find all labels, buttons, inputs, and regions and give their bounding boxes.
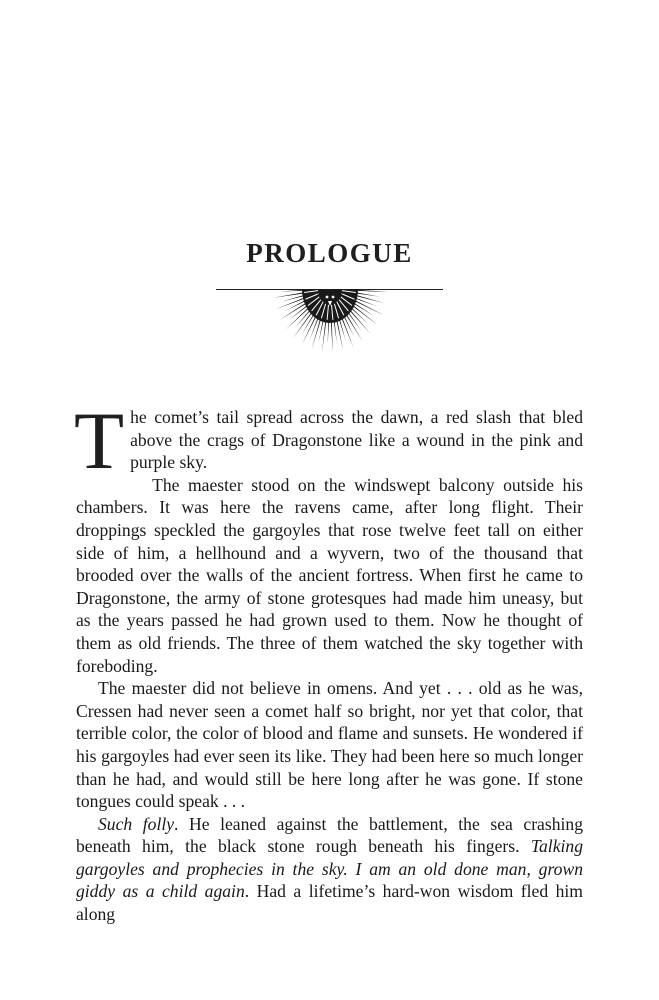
chapter-title: PROLOGUE [246,238,413,268]
drop-cap: T [74,395,125,486]
paragraph-4-text-b: . Had a lifetime’s hard-won wisdom fled him along [76,881,583,925]
paragraph-4-italic-lead: Such folly [98,813,175,834]
prologue-text [74,395,583,926]
paragraph-4-italic-mid: Talking gargoyles and prophecies in the sky. I am an old done man, grown giddy as a child again [76,836,583,902]
raven-sun-ornament-icon [269,289,391,355]
paragraph-1-text: he comet’s tail spread across the dawn, a red slash that bled above the crags of Dragonstone like a wound in the pink and purple sky. [130,407,583,473]
paragraph-4-text-a: . He leaned against the battlement, the sea crashing beneath him, the black stone rough beneath his fingers. [76,813,583,857]
paragraph-2: The maester stood on the windswept balcony outside his chambers. It was here the ravens came, after long flight. Their droppings speckled the gargoyles that rose twelve feet tall on either side of him, a hellhound and a wyvern, two of the thousand that brooded over the walls of the ancient fortress. When first he came to Dragonstone, the army of stone grotesques had made him uneasy, but as the years passed he had grown used to them. Now he thought of them as old friends. The three of them watched the sky together with foreboding. [76,474,583,676]
paragraph-1 [74,395,583,486]
paragraph-3: The maester did not believe in omens. And yet . . . old as he was, Cressen had never seen a comet half so bright, nor yet that color, that terrible color, the color of blood and flame and sunsets. He wondered if his gargoyles had ever seen its like. They had been here so much longer than he had, and would still be here long after he was gone. If stone tongues could speak . . . [76,678,583,812]
paragraph-4 [76,813,583,926]
